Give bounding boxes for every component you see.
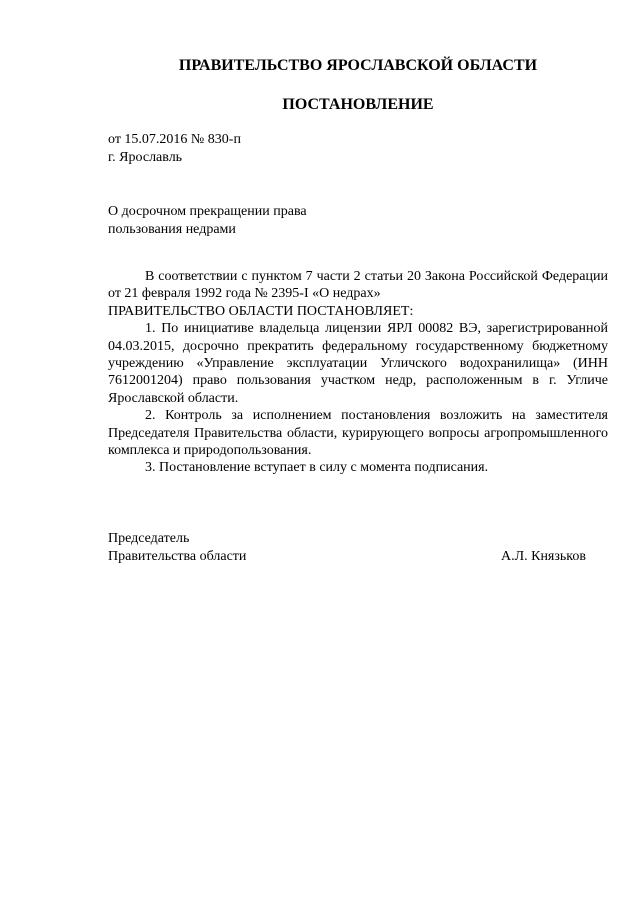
document-type-heading: ПОСТАНОВЛЕНИЕ (282, 96, 434, 113)
item-paragraph-3: 3. Постановление вступает в силу с момента подписания. (145, 460, 489, 476)
item-paragraph-1: 1. По инициативе владельца лицензии ЯРЛ 00082 ВЭ, зарегистрированной 04.03.2015, досрочно прекратить федеральному государственному бюджетному учреждению «Управление эксплуатации Угличского водохранилища» (ИНН 7612001204) право пользования участком недр, расположенным в г. Угличе Ярославской области. (108, 321, 608, 406)
decree-line: ПРАВИТЕЛЬСТВО ОБЛАСТИ ПОСТАНОВЛЯЕТ: (108, 303, 414, 319)
subject-line-2: пользования недрами (108, 222, 236, 237)
signer-position-line-2: Правительства области (108, 549, 247, 564)
document-meta (108, 131, 241, 167)
organization-title: ПРАВИТЕЛЬСТВО ЯРОСЛАВСКОЙ ОБЛАСТИ (178, 57, 538, 74)
signer-name: А.Л. Князьков (501, 549, 586, 564)
signature-row (108, 548, 608, 566)
preamble-paragraph: В соответствии с пунктом 7 части 2 статьи 20 Закона Российской Федерации от 21 февраля 1992 года № 2395-I «О недрах» (108, 269, 608, 302)
document-body (108, 268, 608, 477)
document-subject (108, 203, 307, 239)
signature-block (108, 530, 608, 566)
signer-position-line-1: Председатель (108, 531, 190, 546)
date-number: от 15.07.2016 № 830-п (108, 132, 241, 147)
place: г. Ярославль (108, 150, 183, 165)
subject-line-1: О досрочном прекращении права (108, 204, 307, 219)
item-paragraph-2: 2. Контроль за исполнением постановления возложить на заместителя Председателя Правительства области, курирующего вопросы агропромышленного комплекса и природопользования. (108, 408, 608, 459)
